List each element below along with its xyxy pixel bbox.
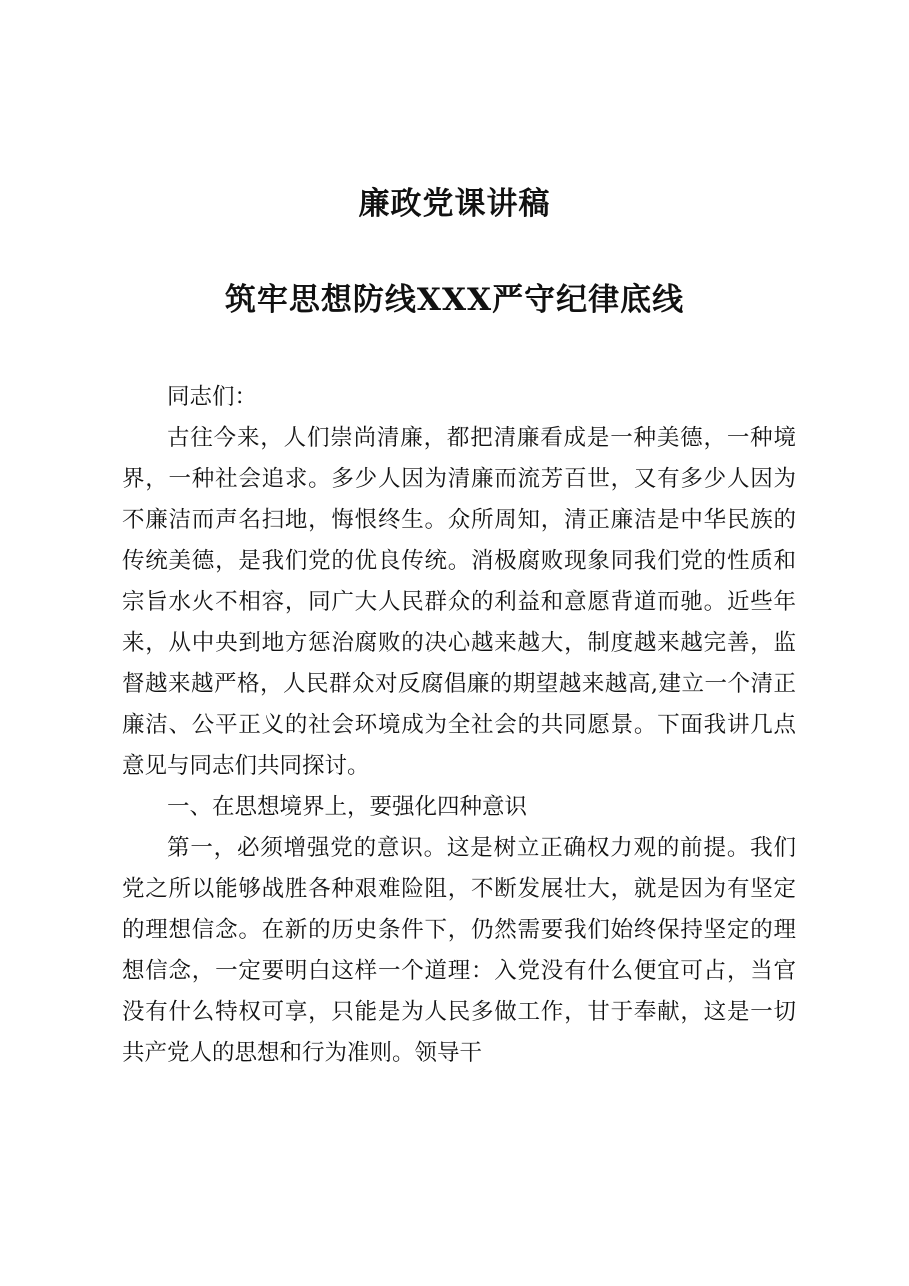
document-body [122, 377, 796, 1074]
intro-paragraph: 古往今来，人们崇尚清廉，都把清廉看成是一种美德，一种境界，一种社会追求。多少人因为清廉而流芳百世，又有多少人因为不廉洁而声名扫地，悔恨终生。众所周知，清正廉洁是中华民族的传统美德，是我们党的优良传统。消极腐败现象同我们党的性质和宗旨水火不相容，同广大人民群众的利益和意愿背道而驰。近些年来，从中央到地方惩治腐败的决心越来越大，制度越来越完善，监督越来越严格，人民群众对反腐倡廉的期望越来越高,建立一个清正廉洁、公平正义的社会环境成为全社会的共同愿景。下面我讲几点意见与同志们共同探讨。 [122, 425, 796, 779]
section-heading: 一、在思想境界上，要强化四种意识 [167, 794, 528, 820]
document-title: 廉政党课讲稿 [358, 186, 551, 222]
salutation-paragraph: 同志们： [167, 384, 258, 410]
body-paragraph: 第一，必须增强党的意识。这是树立正确权力观的前提。我们党之所以能够战胜各种艰难险阻，不断发展壮大，就是因为有坚定的理想信念。在新的历史条件下，仍然需要我们始终保持坚定的理想信念，一定要明白这样一个道理：入党没有什么便宜可占，当官没有什么特权可享，只能是为人民多做工作，甘于奉献，这是一切共产党人的思想和行为准则。领导干 [122, 835, 796, 1066]
document-subtitle: 筑牢思想防线XXX严守纪律底线 [224, 282, 685, 318]
